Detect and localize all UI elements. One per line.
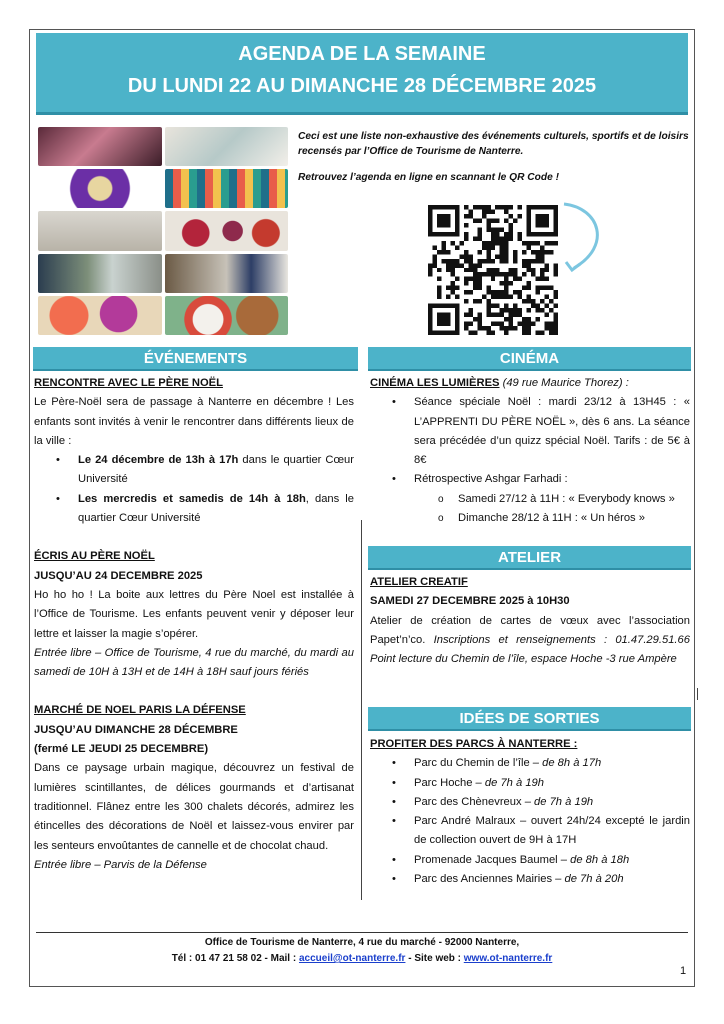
photo-ceramic-plates <box>38 127 162 166</box>
event-date-marche: JUSQU’AU DIMANCHE 28 DÉCEMBRE <box>34 723 238 736</box>
footer <box>36 935 688 967</box>
banner-title: AGENDA DE LA SEMAINE <box>238 43 486 65</box>
section-header-evenements: ÉVÉNEMENTS <box>33 347 358 371</box>
section-header-sorties: IDÉES DE SORTIES <box>368 707 691 731</box>
photo-origami-ornaments <box>38 211 162 250</box>
cinema-column <box>370 374 690 528</box>
event-closed-marche: (fermé LE JEUDI 25 DECEMBRE) <box>34 743 209 756</box>
event-info-marche: Entrée libre – Parvis de la Défense <box>34 858 207 871</box>
atelier-title: ATELIER CREATIF <box>370 576 468 588</box>
event-text-ecris: Ho ho ho ! La boite aux lettres du Père Noel est installée à l’Office de Tourisme. Les enfants peuvent venir y déposer leur lettre et laisser la magie s’opérer. <box>34 588 354 640</box>
event-text-marche: Dans ce paysage urbain magique, découvrez un festival de lumières scintillantes, de délices gourmands et d’artisanat traditionnel. Flânez entre les 300 chalets décorés, admirez les étincelles des décorations de Noël et laissez-vous envirer par les senteurs envoûtantes de cannelle et de chocolat chaud. <box>34 762 354 852</box>
sorties-column <box>370 735 690 889</box>
website-link[interactable]: www.ot-nanterre.fr <box>463 953 553 964</box>
event-date-ecris: JUSQU’AU 24 DECEMBRE 2025 <box>34 569 203 582</box>
list-item: o Dimanche 28/12 à 11H : « Un héros » <box>458 509 690 528</box>
cinema-address: (49 rue Maurice Thorez) : <box>499 377 629 389</box>
footer-contact: Tél : 01 47 21 58 02 - Mail : accueil@ot-nanterre.fr - Site web : www.ot-nanterre.fr <box>171 953 553 964</box>
intro-description: Ceci est une liste non-exhaustive des événements culturels, sportifs et de loisirs recensés par l’Office de Tourisme de Nanterre. <box>298 131 689 157</box>
section-header-atelier: ATELIER <box>368 546 691 570</box>
section-header-cinema: CINÉMA <box>368 347 691 371</box>
list-item: • Rétrospective Ashgar Farhadi : <box>414 470 690 489</box>
list-item: • Les mercredis et samedis de 14h à 18h, dans le quartier Cœur Université <box>78 490 354 529</box>
park-item: • Parc des Chènevreux – de 7h à 19h <box>414 793 690 812</box>
photo-fabrics <box>165 169 289 208</box>
park-item: • Promenade Jacques Baumel – de 8h à 18h <box>414 851 690 870</box>
intro-text <box>298 129 690 185</box>
photo-crochet-flowers <box>38 296 162 335</box>
atelier-date: SAMEDI 27 DECEMBRE 2025 à 10H30 <box>370 595 570 608</box>
qr-code[interactable] <box>428 205 558 335</box>
park-item: • Parc des Anciennes Mairies – de 7h à 20h <box>414 870 690 889</box>
park-item: • Parc du Chemin de l’île – de 8h à 17h <box>414 754 690 773</box>
parks-list <box>370 754 690 889</box>
event-text-pere-noel: Le Père-Noël sera de passage à Nanterre en décembre ! Les enfants sont invités à venir le rencontrer dans différents lieux de la ville : <box>34 396 354 447</box>
curved-arrow-icon <box>560 198 610 278</box>
evenements-column <box>34 374 354 875</box>
page-number: 1 <box>680 965 687 977</box>
park-item: • Parc André Malraux – ouvert 24h/24 excepté le jardin de collection ouvert de 9H à 17H <box>414 812 690 851</box>
footer-divider <box>36 932 688 933</box>
event-title-marche: MARCHÉ DE NOEL PARIS LA DÉFENSE <box>34 704 246 717</box>
banner-dates: DU LUNDI 22 AU DIMANCHE 28 DÉCEMBRE 2025 <box>127 75 597 97</box>
sorties-title: PROFITER DES PARCS À NANTERRE : <box>370 738 578 750</box>
event-info-ecris: Entrée libre – Office de Tourisme, 4 rue du marché, du mardi au samedi de 10H à 13H et de 14H à 18H sauf jours fériés <box>34 646 354 679</box>
event-title-ecris: ÉCRIS AU PÈRE NOËL <box>34 550 155 563</box>
photo-christmas-baubles <box>165 211 289 250</box>
atelier-column <box>370 573 690 669</box>
photo-decorated-plate <box>38 169 162 208</box>
margin-mark <box>697 688 698 700</box>
photo-paintings <box>38 254 162 293</box>
agenda-banner <box>36 33 688 115</box>
mail-link[interactable]: accueil@ot-nanterre.fr <box>298 953 406 964</box>
list-item: • Séance spéciale Noël : mardi 23/12 à 13H45 : « L’APPRENTI DU PÈRE NOËL », dès 6 ans. La séance sera précédée d’un quizz spécial Noël. Tarifs : de 5€ à 8€ <box>414 393 690 470</box>
column-divider <box>361 520 362 900</box>
footer-address: Office de Tourisme de Nanterre, 4 rue du marché - 92000 Nanterre, <box>204 937 520 948</box>
photo-crafts <box>165 254 289 293</box>
photo-teacups <box>165 127 289 166</box>
photo-collage <box>38 127 288 335</box>
intro-qr-hint: Retrouvez l’agenda en ligne en scannant le QR Code ! <box>298 172 559 183</box>
atelier-text: Atelier de création de cartes de vœux avec l’association Papet’n’co. Inscriptions et renseignements : 01.47.29.51.66 Point lecture du Chemin de l’île, espace Hoche -3 rue Ampère <box>370 614 690 666</box>
photo-christmas-cards <box>165 296 289 335</box>
park-item: • Parc Hoche – de 7h à 19h <box>414 774 690 793</box>
list-item: o Samedi 27/12 à 11H : « Everybody knows » <box>458 490 690 509</box>
list-item: • Le 24 décembre de 13h à 17h dans le quartier Cœur Université <box>78 451 354 490</box>
event-title-pere-noel: RENCONTRE AVEC LE PÈRE NOËL <box>34 377 223 389</box>
cinema-title: CINÉMA LES LUMIÈRES <box>370 377 500 389</box>
